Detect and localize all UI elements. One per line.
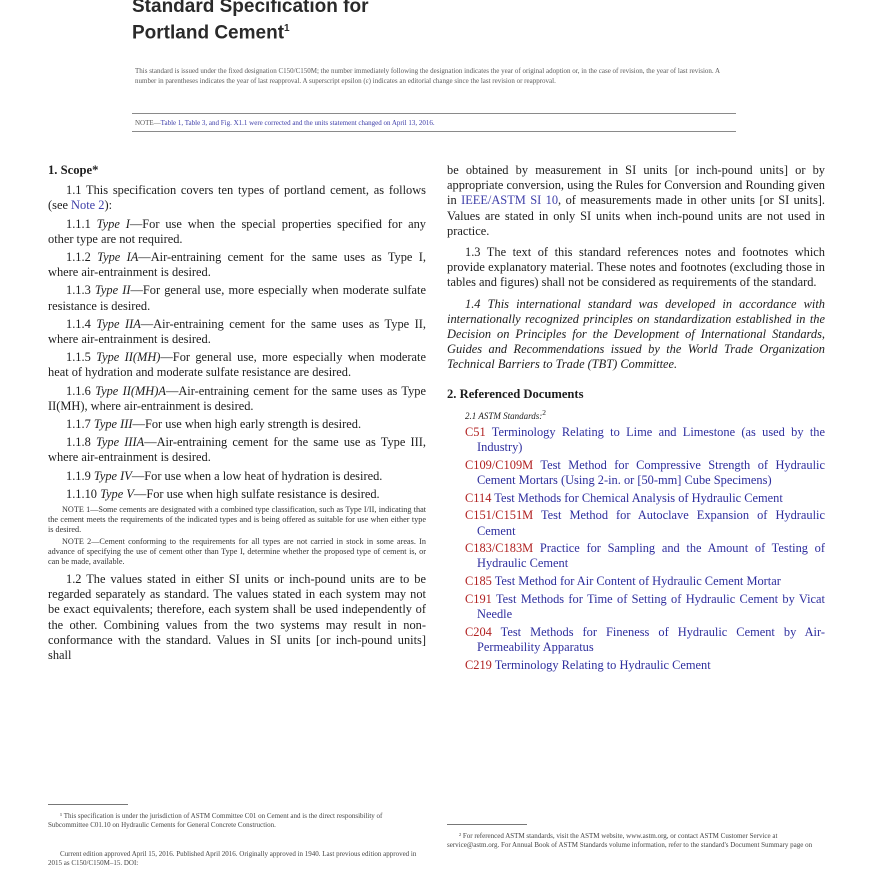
- reference-item[interactable]: C191 Test Methods for Time of Setting of Hydraulic Cement by Vicat Needle: [465, 591, 825, 622]
- type-item: 1.1.10 Type V—For use when high sulfate resistance is desired.: [66, 486, 380, 501]
- footnote-1: ¹ This specification is under the jurisdiction of ASTM Committee C01 on Cement and is the direct responsibility of Subcommittee C01.10 on Hydraulic Cements for General Concrete Construction.: [48, 812, 383, 829]
- reference-item[interactable]: C51 Terminology Relating to Lime and Limestone (as used by the Industry): [465, 424, 825, 455]
- paragraph-1-4: 1.4 This international standard was developed in accordance with internationally recognized principles on standardization established in the Decision on Principles for the Development of International Standards, Guides and Recommendations issued by the World Trade Organization Technical Barriers to Trade (TBT) Committee.: [447, 296, 825, 372]
- title-line-2: Portland Cement$^1$: [132, 22, 290, 44]
- paragraph-2-1: 2.1 ASTM Standards:$^2$: [465, 407, 547, 421]
- editorial-prefix: NOTE—: [135, 119, 161, 127]
- type-item: 1.1.1 Type I—For use when the special properties specified for any other type are not required.: [48, 216, 426, 246]
- footnote-rule-left: [48, 804, 128, 805]
- type-item: 1.1.4 Type IIA—Air-entraining cement for the same uses as Type II, where air-entrainment is desired.: [48, 316, 426, 347]
- type-item: 1.1.7 Type III—For use when high early strength is desired.: [66, 417, 362, 432]
- editorial-note: [135, 119, 735, 127]
- reference-item[interactable]: C219 Terminology Relating to Hydraulic Cement: [465, 657, 711, 672]
- note-2: NOTE 2—Cement conforming to the requirements for all types are not carried in stock in some areas. In advance of specifying the use of cement other than Type I, determine whether the proposed type of cement is, or can be made, available.: [48, 537, 426, 567]
- paragraph-1-2: 1.2 The values stated in either SI units or inch-pound units are to be regarded separately as standard. The values stated in each system may not be exact equivalents; therefore, each system shall be used independently of the other. Combining values from the two systems may result in non-conformance with the standard. Values in SI units [or inch-pound units] shall: [48, 572, 426, 663]
- footnote-edition: Current edition approved April 15, 2016. Published April 2016. Originally approved in 1940. Last previous edition approved in 2015 as C150/C150M–15. DOI:: [48, 850, 417, 867]
- type-item: 1.1.3 Type II—For general use, more especially when moderate sulfate resistance is desired.: [48, 283, 426, 313]
- left-column: [48, 163, 426, 666]
- rule-top: [132, 113, 736, 114]
- rule-bottom: [132, 131, 736, 132]
- paragraph-1-2-continued: be obtained by measurement in SI units [or inch-pound units] or by appropriate conversion, using the Rules for Conversion and Rounding given in IEEE/ASTM SI 10, of measurements made in other units [or SI units]. Values are stated in only SI units when inch-pound units are not used in practice.: [447, 163, 825, 238]
- reference-item[interactable]: C183/C183M Practice for Sampling and the Amount of Testing of Hydraulic Cement: [465, 541, 825, 571]
- type-item: 1.1.5 Type II(MH)—For general use, more especially when moderate heat of hydration and moderate sulfate resistance are desired.: [48, 350, 426, 380]
- right-column: [447, 163, 825, 675]
- footnote-mark-2: 2: [542, 407, 547, 417]
- reference-item[interactable]: C114 Test Methods for Chemical Analysis of Hydraulic Cement: [465, 490, 783, 505]
- reference-item[interactable]: C204 Test Methods for Fineness of Hydraulic Cement by Air-Permeability Apparatus: [465, 624, 825, 654]
- type-item: 1.1.2 Type IA—Air-entraining cement for the same uses as Type I, where air-entrainment is desired.: [48, 250, 426, 280]
- footnote-rule-right: [447, 824, 527, 825]
- reference-item[interactable]: C109/C109M Test Method for Compressive Strength of Hydraulic Cement Mortars (Using 2-in. or [50-mm] Cube Specimens): [465, 457, 825, 487]
- title-line-1: Standard Specification for: [132, 0, 369, 17]
- editorial-text: Table 1, Table 3, and Fig. X1.1 were corrected and the units statement changed on April 13, 2016.: [160, 119, 435, 127]
- footnote-2: ² For referenced ASTM standards, visit the ASTM website, www.astm.org, or contact ASTM Customer Service at service@astm.org. For Annual Book of ASTM Standards volume information, refer to the standard's Document Summary page on: [447, 832, 813, 849]
- note-1: NOTE 1—Some cements are designated with a combined type classification, such as Type I/II, indicating that the cement meets the requirements of the indicated types and is being offered as suitable for use when either type is desired.: [48, 505, 426, 535]
- type-item: 1.1.6 Type II(MH)A—Air-entraining cement for the same uses as Type II(MH), where air-entrainment is desired.: [48, 383, 426, 413]
- title-footnote-mark: 1: [284, 23, 290, 34]
- note-2-link[interactable]: Note 2: [71, 198, 105, 213]
- reference-item[interactable]: C151/C151M Test Method for Autoclave Expansion of Hydraulic Cement: [465, 508, 825, 538]
- scope-heading: 1. Scope*: [48, 163, 99, 177]
- refdocs-heading: 2. Referenced Documents: [447, 386, 584, 401]
- type-item: 1.1.9 Type IV—For use when a low heat of hydration is desired.: [66, 468, 383, 483]
- paragraph-1-1: 1.1 This specification covers ten types of portland cement, as follows (see Note 2):: [48, 183, 426, 213]
- designation-notice: This standard is issued under the fixed designation C150/C150M; the number immediately following the designation indicates the year of original adoption or, in the case of revision, the year of last revision. A number in parentheses indicates the year of last reapproval. A superscript epsilon (ε) indicates an editorial change since the last revision or reapproval.: [135, 67, 720, 85]
- reference-item[interactable]: C185 Test Method for Air Content of Hydraulic Cement Mortar: [465, 574, 781, 589]
- type-item: 1.1.8 Type IIIA—Air-entraining cement for the same use as Type III, where air-entrainment is desired.: [48, 435, 426, 465]
- document-title: [132, 0, 368, 44]
- si10-link[interactable]: IEEE/ASTM SI 10: [461, 193, 559, 208]
- paragraph-1-3: 1.3 The text of this standard references notes and footnotes which provide explanatory material. These notes and footnotes (excluding those in tables and figures) shall not be considered as requirements of the standard.: [447, 245, 825, 290]
